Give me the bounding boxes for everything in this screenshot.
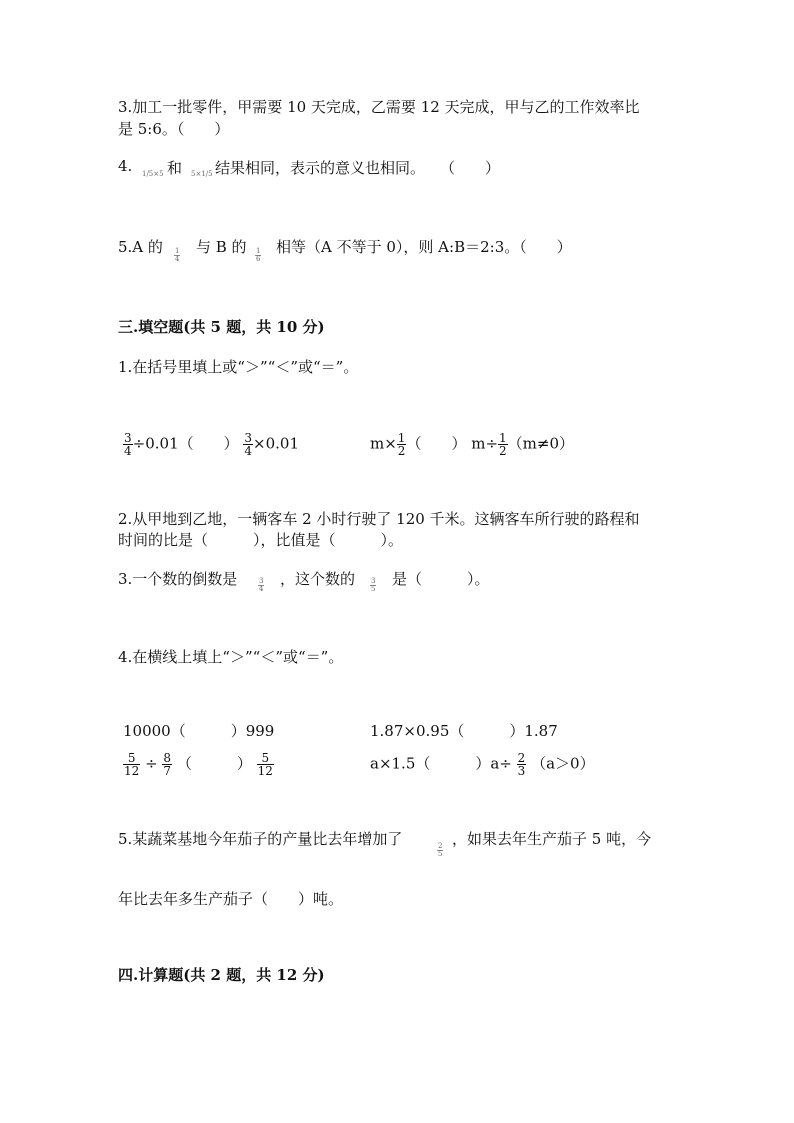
fill-q4-row2-a xyxy=(123,752,274,777)
numerator: 3 xyxy=(371,577,376,585)
denominator: 4 xyxy=(175,255,180,263)
judge-q3-line2: 是 5:6。（ ） xyxy=(118,120,230,138)
judge-q5-fraction-2 xyxy=(255,248,261,263)
denominator: 4 xyxy=(259,585,264,593)
fill-q3-a: 3.一个数的倒数是 xyxy=(118,570,238,588)
judge-q4-prefix: 4. xyxy=(118,157,133,175)
numerator: 1 xyxy=(256,247,261,255)
judge-q5-b: 与 B 的 xyxy=(196,238,247,256)
fill-q1-expressions-m xyxy=(370,432,574,457)
fraction xyxy=(397,432,407,457)
expression-text: （m≠0） xyxy=(507,434,575,453)
judge-q4-expr2: 5×1/5 xyxy=(191,170,213,178)
numerator: 8 xyxy=(163,751,172,765)
denominator: 3 xyxy=(517,764,526,778)
judge-q3-line1: 3.加工一批零件，甲需要 10 天完成，乙需要 12 天完成，甲与乙的工作效率比 xyxy=(118,98,640,116)
fill-q4: 4.在横线上填上“＞”“＜”或“＝”。 xyxy=(118,648,344,666)
fill-q4-row2-b xyxy=(370,752,595,777)
judge-q5-c: 相等（A 不等于 0），则 A:B＝2:3。（ ） xyxy=(276,238,572,256)
judge-q4-expr1: 1/5×5 xyxy=(142,170,164,178)
fill-q3-fraction-2 xyxy=(370,578,376,593)
expression-text: ÷0.01（ ） xyxy=(132,434,239,453)
divide-sign: ÷ xyxy=(145,754,158,773)
fill-q5-fraction xyxy=(437,843,443,858)
judge-q4-text: 结果相同，表示的意义也相同。 （ ） xyxy=(215,159,501,177)
judge-q5-a: 5.A 的 xyxy=(118,238,163,256)
denominator: 12 xyxy=(257,764,273,778)
denominator: 6 xyxy=(256,255,261,263)
expression-text: m÷ xyxy=(471,434,499,453)
fill-q5-a: 5.某蔬菜基地今年茄子的产量比去年增加了 xyxy=(118,830,403,848)
expression-text: a×1.5（ ）a÷ xyxy=(370,754,512,773)
numerator: 3 xyxy=(124,431,132,445)
denominator: 5 xyxy=(438,850,443,858)
numerator: 1 xyxy=(499,431,507,445)
fraction xyxy=(257,752,274,777)
fill-q2-line1: 2.从甲地到乙地，一辆客车 2 小时行驶了 120 千米。这辆客车所行驶的路程和 xyxy=(118,510,640,528)
fraction xyxy=(123,752,140,777)
fraction xyxy=(498,432,508,457)
section-heading-calc: 四.计算题(共 2 题，共 12 分) xyxy=(118,966,325,984)
numerator: 3 xyxy=(244,431,253,445)
fraction xyxy=(162,752,172,777)
fill-q5-line2: 年比去年多生产茄子（ ）吨。 xyxy=(118,890,344,908)
fill-q5-b: ，如果去年生产茄子 5 吨，今 xyxy=(452,830,652,848)
fraction xyxy=(517,752,527,777)
fraction xyxy=(243,432,253,457)
fraction xyxy=(123,432,133,457)
answer-blank: （ ） xyxy=(176,754,252,773)
denominator: 4 xyxy=(244,444,253,458)
numerator: 1 xyxy=(397,431,406,445)
numerator: 1 xyxy=(175,247,180,255)
numerator: 2 xyxy=(438,842,443,850)
numerator: 2 xyxy=(517,751,526,765)
expression-text: m× xyxy=(370,434,397,453)
numerator: 3 xyxy=(259,577,264,585)
fill-q2-line2: 时间的比是（ ），比值是（ ）。 xyxy=(118,531,404,549)
expression-text: ×0.01 xyxy=(253,434,299,453)
fill-q3-fraction-1 xyxy=(258,578,264,593)
fill-q1-expressions xyxy=(123,432,299,457)
fill-q1: 1.在括号里填上或“＞”“＜”或“＝”。 xyxy=(118,358,359,376)
expression-text: （a＞0） xyxy=(531,754,595,773)
denominator: 12 xyxy=(124,764,140,778)
numerator: 5 xyxy=(123,752,140,765)
judge-q5-fraction-1 xyxy=(174,248,180,263)
denominator: 2 xyxy=(397,444,406,458)
section-heading-fill: 三.填空题(共 5 题，共 10 分) xyxy=(118,318,325,336)
denominator: 7 xyxy=(163,764,172,778)
fill-q3-b: ，这个数的 xyxy=(280,570,356,588)
expression-text: （ ） xyxy=(406,434,467,453)
denominator: 5 xyxy=(371,585,376,593)
judge-q4-and: 和 xyxy=(167,159,183,177)
denominator: 4 xyxy=(124,444,132,458)
numerator: 5 xyxy=(257,752,274,765)
denominator: 2 xyxy=(499,444,507,458)
fill-q4-row1-a: 10000（ ）999 xyxy=(123,722,275,740)
fill-q3-c: 是（ ）。 xyxy=(392,570,490,588)
fill-q4-row1-b: 1.87×0.95（ ）1.87 xyxy=(370,722,558,740)
